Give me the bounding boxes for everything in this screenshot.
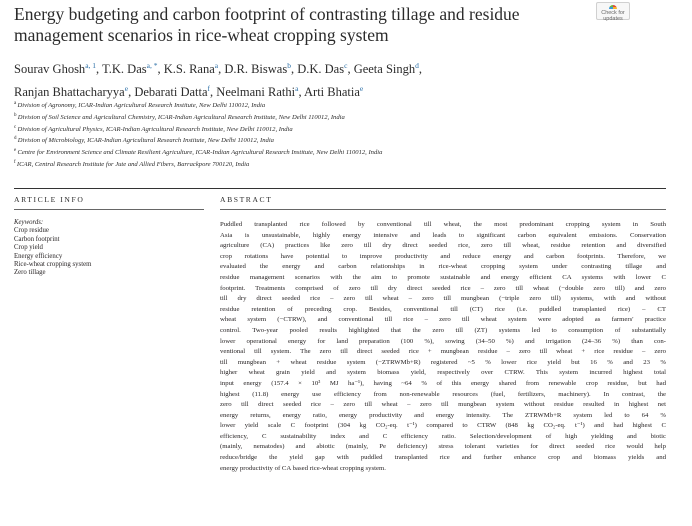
keywords-block [14, 219, 194, 278]
author-affiliation-mark[interactable]: a [214, 61, 219, 70]
abstract-line: control. Two-year pooled results highlighted that the zero till (ZT) systems led to consumption of substantially [220, 326, 666, 334]
abstract-line: crop rotations have potential to improve productivity and reduce energy and carbon footprints. Therefore, we [220, 252, 666, 260]
author-name[interactable]: Neelmani Rathi [216, 85, 296, 100]
abstract-line: till mungbean + wheat residue system (−ZTRWMb+R) registered ~5 % lower rice yield but 16 % and 23 % [220, 358, 666, 366]
author-name[interactable]: K.S. Rana [163, 62, 215, 77]
keyword-item[interactable]: Rice-wheat cropping system [14, 261, 92, 269]
affiliation-text: Division of Soil Science and Agricultural Chemistry, ICAR-Indian Agricultural Research Institute, New Delhi 110012, India [17, 113, 345, 121]
author-name[interactable]: Sourav Ghosh [14, 62, 86, 77]
author-separator: , [418, 62, 423, 77]
abstract-text [220, 220, 666, 474]
author-name[interactable]: Debarati Datta [134, 85, 208, 100]
affiliation-text: ICAR, Central Research Institute for Jute and Allied Fibers, Barrackpore 700120, India [16, 161, 250, 169]
keyword-item[interactable]: Crop residue [14, 227, 49, 235]
abstract-line: lower yield scale C footprint (304 kg CO₂-eq. t⁻¹) compared to CTRW (848 kg CO₂-eq. t⁻¹) and had highest C [220, 422, 666, 430]
author-affiliation-mark[interactable]: c [344, 61, 348, 70]
article-info-heading: ARTICLE INFO [14, 195, 85, 204]
abstract-line: zero till direct seeded rice – zero till wheat – zero till mungbean system without residue resulted in highest net [220, 401, 666, 409]
affiliation-mark: e [14, 148, 18, 154]
author-affiliation-mark[interactable]: a [295, 84, 299, 94]
article-title: Energy budgeting and carbon footprint of contrasting tillage and residue management scenarios in rice-wheat cropping system [14, 4, 520, 45]
header-divider [14, 188, 666, 189]
abstract-line: agriculture (CA) practices like zero till dry direct seeded rice, zero till wheat, residue retention and diversified [220, 242, 666, 250]
affiliation-mark: d [14, 136, 18, 142]
author-separator: , [210, 85, 217, 100]
abstract-divider [220, 209, 666, 210]
abstract-line: wheat system (−CTRW), and conventional till rice – zero till wheat system were adopted as farmers' practice [220, 316, 666, 324]
affiliation-mark: f [14, 159, 17, 165]
affiliation-mark: b [14, 112, 18, 118]
affiliation-item [14, 111, 654, 123]
affiliation-item [14, 146, 654, 158]
keyword-item[interactable]: Crop yield [14, 244, 43, 252]
abstract-heading: ABSTRACT [220, 195, 273, 204]
abstract-line: residue retention of preceding crop. Besides, conventional till (CT) rice (i.e. puddled transplanted rice) – CT [220, 305, 666, 313]
abstract-line: till dry direct seeded rice – zero till wheat – zero till mungbean (−triple zero till) systems, with and without [220, 295, 666, 303]
author-name[interactable]: T.K. Das [102, 62, 147, 77]
affiliation-item [14, 134, 654, 146]
author-affiliation-mark[interactable]: a, * [146, 61, 158, 70]
affiliation-item [14, 158, 654, 170]
author-name[interactable]: D.R. Biswas [224, 62, 288, 77]
abstract-line: ventional till system. The zero till direct seeded rice + mungbean residue – zero till wheat + rice residue – zero [220, 348, 666, 356]
author-name[interactable]: Arti Bhatia [304, 85, 360, 100]
abstract-line: Puddled transplanted rice followed by conventional till wheat, the most predominant cropping system in South [220, 221, 666, 228]
author-affiliation-mark[interactable]: e [359, 84, 364, 94]
author-affiliation-mark[interactable]: d [415, 61, 419, 70]
keyword-item[interactable]: Energy efficiency [14, 252, 63, 260]
keyword-item[interactable]: Zero tillage [14, 269, 46, 277]
affiliation-text: Division of Microbiology, ICAR-Indian Agricultural Research Institute, New Delhi 110012, India [17, 137, 274, 145]
check-for-updates-badge[interactable] [596, 2, 630, 20]
abstract-line: higher wheat grain yield and system biomass yield, respectively over CTRW. This system incurred highest total [220, 369, 666, 377]
abstract-line: input energy (157.4 × 10³ MJ ha⁻¹), having ~64 % of this energy shared from renewable crop residue, but had [220, 379, 666, 387]
badge-line-2: updates [603, 16, 623, 22]
author-separator: , [157, 62, 164, 77]
author-separator: , [290, 62, 298, 77]
author-separator: , [128, 85, 135, 100]
abstract-line: Asia is unsustainable, highly energy intensive and leads to significant carbon equivalent emissions. Conservation [220, 231, 666, 239]
affiliation-item [14, 123, 654, 135]
keywords-list [14, 227, 194, 277]
badge-line-1: Check for [601, 10, 625, 16]
author-separator: , [96, 62, 103, 77]
crossmark-icon [609, 5, 617, 9]
affiliation-text: Centre for Environment Science and Climate Resilient Agriculture, ICAR-Indian Agricultural Research Institute, New Delhi 110012, India [17, 149, 383, 157]
author-name[interactable]: D.K. Das [297, 62, 345, 77]
author-name[interactable]: Geeta Singh [353, 62, 416, 77]
affiliation-list [14, 99, 654, 170]
author-list [14, 56, 614, 102]
abstract-line: residue management scenarios with the aim to promote sustainable and energy efficient CA systems with lower C [220, 273, 666, 281]
affiliation-text: Division of Agricultural Physics, ICAR-Indian Agricultural Research Institute, New Delhi 110012, India [17, 125, 293, 133]
abstract-line: footprint. Treatments comprised of zero till dry direct seeded rice – zero till wheat (−double zero till) and zero [220, 284, 666, 292]
keywords-heading: Keywords: [14, 219, 44, 226]
affiliation-mark: c [14, 124, 18, 130]
abstract-line: energy returns, energy ratio, energy productivity and energy intensity. The ZTRWMb+R system led to 64 % [220, 411, 666, 419]
abstract-line: efficiency, C sustainability index and C efficiency ratio. Selection/development of high yielding and biotic [220, 432, 666, 440]
author-separator: , [298, 85, 304, 100]
author-name[interactable]: Ranjan Bhattacharyya [14, 85, 125, 100]
abstract-line: (mainly, nematodes) and abiotic (mainly, Pe deficiency) stress tolerant varieties for direct seeded rice would help [220, 443, 666, 451]
affiliation-text: Division of Agronomy, ICAR-Indian Agricultural Research Institute, New Delhi 110012, India [17, 102, 266, 110]
author-affiliation-mark[interactable]: a, 1 [85, 61, 97, 70]
abstract-line: reduce/bridge the yield gap with puddled transplanted rice and further enhance crop and biomass yields and [220, 454, 666, 462]
abstract-line: energy productivity of CA based rice-wheat cropping system. [220, 464, 386, 472]
abstract-line: lower operational energy for land preparation (100 %), sowing (34–50 %) and irrigation (24–36 %) than con- [220, 337, 666, 345]
affiliation-mark: a [14, 101, 18, 106]
author-separator: , [347, 62, 354, 77]
article-info-divider [14, 209, 204, 210]
abstract-line: highest (11.8) energy use efficiency from non-renewable resources (fuel, fertilizers, machinery). In contrast, the [220, 390, 666, 398]
keyword-item[interactable]: Carbon footprint [14, 235, 60, 243]
author-affiliation-mark[interactable]: f [207, 84, 211, 94]
abstract-line: evaluated the energy and carbon relationships in rice-wheat cropping system under contrasting tillage and [220, 263, 666, 271]
author-affiliation-mark[interactable]: e [124, 84, 129, 94]
author-separator: , [218, 62, 225, 77]
author-affiliation-mark[interactable]: b [287, 61, 291, 70]
affiliation-item [14, 99, 654, 111]
